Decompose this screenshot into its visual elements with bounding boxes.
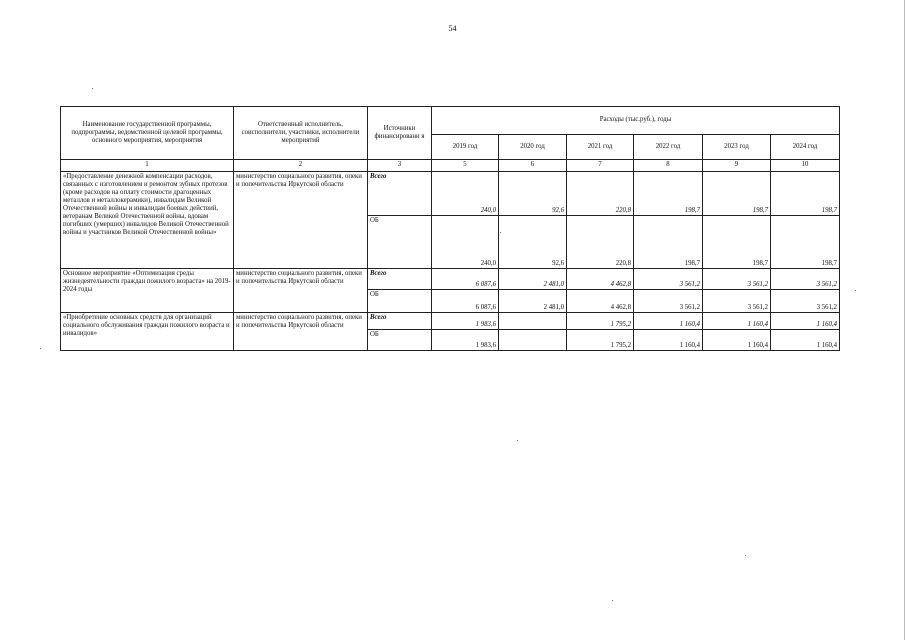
value-cell: 3 561,2 (703, 290, 771, 313)
header-year: 2022 год (634, 134, 703, 159)
page-number: 54 (448, 24, 457, 33)
row-responsible: министерство социального развития, опеки и попечительства Иркутской области (234, 313, 368, 351)
value-cell: 198,7 (634, 172, 703, 216)
column-numbers-row (61, 160, 840, 172)
value-cell: 198,7 (703, 216, 771, 269)
scan-speck (500, 232, 501, 233)
value-cell: 1 160,4 (703, 330, 771, 351)
header-row (61, 107, 840, 135)
header-year: 2020 год (499, 134, 567, 159)
value-cell: 1 983,6 (432, 313, 499, 330)
scan-speck (612, 600, 613, 601)
value-cell: 3 561,2 (634, 290, 703, 313)
row-name: «Приобретение основных средств для организаций социального обслуживания граждан пожилого возраста и инвалидов» (61, 313, 234, 351)
header-responsible: Ответственный исполнитель, соисполнители, участники, исполнители мероприятий (234, 107, 368, 160)
column-number: 1 (61, 160, 234, 172)
value-cell: 220,8 (567, 172, 634, 216)
value-cell: 2 481,0 (499, 269, 567, 290)
header-year: 2019 год (432, 134, 499, 159)
row-source: ОБ (368, 290, 432, 313)
value-cell: 3 561,2 (634, 269, 703, 290)
header-year: 2021 год (567, 134, 634, 159)
column-number: 3 (368, 160, 432, 172)
row-source: Всего (368, 269, 432, 290)
column-number: 8 (634, 160, 703, 172)
value-cell: 1 160,4 (771, 313, 840, 330)
row-responsible: министерство социального развития, опеки и попечительства Иркутской области (234, 269, 368, 313)
header-expenses: Расходы (тыс.руб.), годы (432, 107, 840, 135)
value-cell: 6 087,6 (432, 269, 499, 290)
value-cell: 198,7 (771, 172, 840, 216)
value-cell: 240,0 (432, 172, 499, 216)
row-responsible: министерство социального развития, опеки и попечительства Иркутской области (234, 172, 368, 269)
value-cell: 1 160,4 (703, 313, 771, 330)
value-cell: 1 795,2 (567, 330, 634, 351)
value-cell (499, 313, 567, 330)
scan-speck (40, 348, 41, 349)
value-cell: 3 561,2 (771, 269, 840, 290)
value-cell: 3 561,2 (771, 290, 840, 313)
column-number: 7 (567, 160, 634, 172)
scan-speck (92, 88, 93, 89)
row-source: ОБ (368, 330, 432, 351)
value-cell: 92,6 (499, 216, 567, 269)
column-number: 9 (703, 160, 771, 172)
row-source: Всего (368, 313, 432, 330)
header-year: 2023 год (703, 134, 771, 159)
value-cell: 92,6 (499, 172, 567, 216)
table-row (61, 269, 840, 290)
column-number: 10 (771, 160, 840, 172)
row-name: Основное мероприятие «Оптимизация среды жизнедеятельности граждан пожилого возраста» на 2019-2024 годы (61, 269, 234, 313)
value-cell: 198,7 (703, 172, 771, 216)
value-cell: 220,8 (567, 216, 634, 269)
table-row (61, 172, 840, 216)
value-cell: 198,7 (634, 216, 703, 269)
value-cell: 1 160,4 (634, 313, 703, 330)
value-cell: 4 462,8 (567, 269, 634, 290)
value-cell: 1 160,4 (634, 330, 703, 351)
row-source: Всего (368, 172, 432, 216)
value-cell: 1 795,2 (567, 313, 634, 330)
column-number: 6 (499, 160, 567, 172)
column-number: 5 (432, 160, 499, 172)
value-cell: 240,0 (432, 216, 499, 269)
column-number: 2 (234, 160, 368, 172)
value-cell: 2 481,0 (499, 290, 567, 313)
value-cell: 3 561,2 (703, 269, 771, 290)
value-cell: 4 462,8 (567, 290, 634, 313)
value-cell: 198,7 (771, 216, 840, 269)
header-sources: Источники финансировани я (368, 107, 432, 160)
table-row (61, 313, 840, 330)
value-cell (499, 330, 567, 351)
scan-speck (517, 440, 518, 441)
value-cell: 1 983,6 (432, 330, 499, 351)
scan-speck (855, 290, 856, 291)
header-year: 2024 год (771, 134, 840, 159)
scan-speck (745, 555, 746, 556)
value-cell: 1 160,4 (771, 330, 840, 351)
row-source: ОБ (368, 216, 432, 269)
value-cell: 6 087,6 (432, 290, 499, 313)
row-name: «Предоставление денежной компенсации расходов, связанных с изготовлением и ремонтом зубных протезов (кроме расходов на оплату стоимости драгоценных металлов и металлокерамики), инвалидам Великой Отечественной войны и инвалидам боевых действий, ветеранам Великой Отечественной войны, вдовам погибших (умерших) инвалидов Великой Отечественной войны и участников Великой Отечественной войны» (61, 172, 234, 269)
header-name: Наименование государственной программы, подпрограммы, ведомственной целевой программы, основного мероприятия, мероприятия (61, 107, 234, 160)
budget-table (60, 106, 840, 351)
